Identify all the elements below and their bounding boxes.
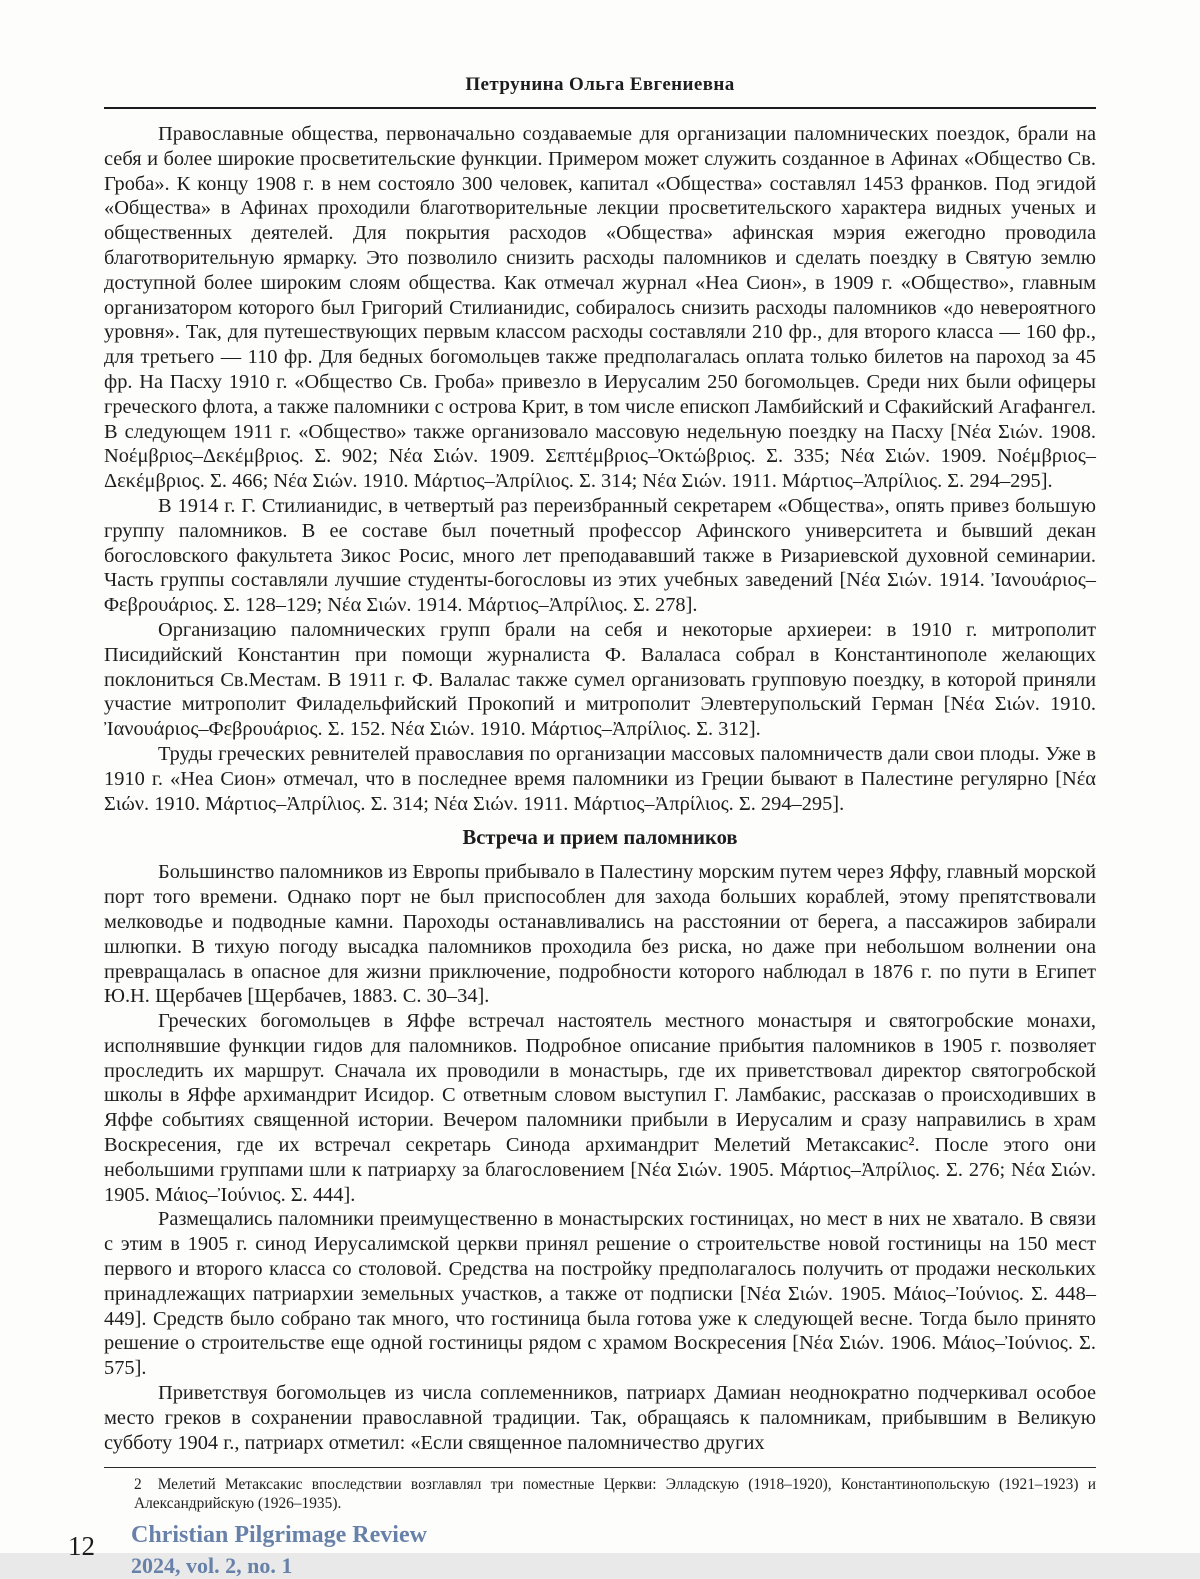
footnote-marker: 2 [134,1476,142,1494]
page-header [104,74,1096,109]
paragraph: Православные общества, первоначально создаваемые для организации паломнических поездок, брали на себя и более широкие просветительские функции. Примером может служить созданное в Афинах «Общество Св. Гроба». К концу 1908 г. в нем состояло 300 человек, капитал «Общества» составлял 1453 франков. Под эгидой «Общества» в Афинах проходили благотворительные лекции просветительского характера видных ученых и общественных деятелей. Для покрытия расходов «Общества» афинская мэрия ежегодно проводила благотворительную ярмарку. Это позволило снизить расходы паломников и сделать поездку в Святую землю доступной более широким слоям общества. Как отмечал журнал «Неа Сион», в 1909 г. «Общество», главным организатором которого был Григорий Стилианидис, собиралось снизить расходы паломников «до невероятного уровня». Так, для путешествующих первым классом расходы составляли 210 фр., для второго класса — 160 фр., для третьего — 110 фр. Для бедных богомольцев также предполагалась оплата только билетов на пароход за 45 фр. На Пасху 1910 г. «Общество Св. Гроба» привезло в Иерусалим 250 богомольцев. Среди них были офицеры греческого флота, а также паломники с острова Крит, в том числе епископ Ламбийский и Сфакийский Агафангел. В следующем 1911 г. «Общество» также организовало массовую недельную поездку на Пасху [Νέα Σιών. 1908. Νοέμβριος–Δεκέμβριος. Σ. 902; Νέα Σιών. 1909. Σεπτέμβριος–Ὀκτώβριος. Σ. 335; Νέα Σιών. 1909. Νοέμβριος–Δεκέμβριος. Σ. 466; Νέα Σιών. 1910. Μάρτιος–Ἀπρίλιος. Σ. 314; Νέα Σιών. 1911. Μάρτιος–Ἀπρίλιος. Σ. 294–295]. [104,123,1096,493]
article-body [104,122,1096,1455]
paragraph: Труды греческих ревнителей православия по организации массовых паломничеств дали свои плоды. Уже в 1910 г. «Неа Сион» отмечал, что в последнее время паломники из Греции бывают в Палестине регулярно [Νέα Σιών. 1910. Μάρτιος–Ἀπρίλιος. Σ. 314; Νέα Σιών. 1911. Μάρτιος–Ἀπρίλιος. Σ. 294–295]. [104,742,1096,815]
paragraph: Приветствуя богомольцев из числа соплеменников, патриарх Дамиан неоднократно подчеркивал особое место греков в сохранении православной традиции. Так, обращаясь к паломникам, прибывшим в Великую субботу 1904 г., патриарх отметил: «Если священное паломничество других [104,1382,1096,1454]
paragraph: Греческих богомольцев в Яффе встречал настоятель местного монастыря и святогробские монахи, исполнявшие функции гидов для паломников. Подробное описание прибытия паломников в 1905 г. позволяет проследить их маршрут. Сначала их проводили в монастырь, где их приветствовал директор святогробской школы в Яффе архимандрит Исидор. С ответным словом выступил Г. Ламбакис, рассказав о происходивших в Яффе событиях священной истории. Вечером паломники прибыли в Иерусалим и сразу направились в храм Воскресения, где их встречал секретарь Синода архимандрит Мелетий Метаксакис². После этого они небольшими группами шли к патриарху за благословением [Νέα Σιών. 1905. Μάρτιος–Ἀπρίλιος. Σ. 276; Νέα Σιών. 1905. Μάιος–Ἰούνιος. Σ. 444]. [104,1010,1096,1206]
section-heading: Встреча и прием паломников [462,827,738,850]
header-rule [104,107,1096,109]
paragraph: В 1914 г. Г. Стилианидис, в четвертый раз переизбранный секретарем «Общества», опять привез большую группу паломников. В ее составе был почетный профессор Афинского университета и бывший декан богословского факультета Зикос Росис, много лет преподававший также в Ризариевской духовной семинарии. Часть группы составляли лучшие студенты-богословы из этих учебных заведений [Νέα Σιών. 1914. Ἰανουάριος–Φεβρουάριος. Σ. 128–129; Νέα Σιών. 1914. Μάρτιος–Ἀπρίλιος. Σ. 278]. [104,494,1096,617]
footnote-text: Мелетий Метаксакис впоследствии возглавлял три поместные Церкви: Элладскую (1918–1920), Константинопольскую (1921–1923) и Александрийскую (1926–1935). [134,1476,1096,1513]
paragraph: Большинство паломников из Европы прибывало в Палестину морским путем через Яффу, главный морской порт того времени. Однако порт не был приспособлен для захода больших кораблей, этому препятствовали мелководье и подводные камни. Пароходы останавливались на расстоянии от берега, а пассажиров забирали шлюпки. В тихую погоду высадка паломников проходила без риска, но даже при небольшом волнении она превращалась в опасное для жизни приключение, подробности которого наблюдал в 1876 г. по пути в Египет Ю.Н. Щербачев [Щербачев, 1883. С. 30–34]. [104,861,1096,1008]
running-head-author: Петрунина Ольга Евгениевна [465,74,735,95]
page-number: 12 [68,1531,95,1562]
footnote [134,1475,1096,1513]
journal-title: Christian Pilgrimage Review [131,1522,427,1549]
page-footer [68,1521,1096,1579]
footnote-separator [104,1467,1096,1468]
journal-issue: 2024, vol. 2, no. 1 [131,1553,293,1579]
paragraph: Размещались паломники преимущественно в монастырских гостиницах, но мест в них не хватало. В связи с этим в 1905 г. синод Иерусалимской церкви принял решение о строительстве новой гостиницы на 150 мест первого и второго класса со столовой. Средства на постройку предполагалось получить от продажи нескольких принадлежащих патриархии земельных участков, а также от подписки [Νέα Σιών. 1905. Μάιος–Ἰούνιος. Σ. 448–449]. Средств было собрано так много, что гостиница была готова уже к следующей весне. Тогда было принято решение о строительстве еще одной гостиницы рядом с храмом Воскресения [Νέα Σιών. 1906. Μάιος–Ἰούνιος. Σ. 575]. [104,1208,1096,1380]
paragraph: Организацию паломнических групп брали на себя и некоторые архиереи: в 1910 г. митрополит Писидийский Константин при помощи журналиста Ф. Валаласа собрал в Константинополе желающих поклониться Св.Местам. В 1911 г. Ф. Валалас также сумел организовать групповую поездку, в которой приняли участие митрополит Филадельфийский Прокопий и митрополит Элевтерупольский Герман [Νέα Σιών. 1910. Ἰανουάριος–Φεβρουάριος. Σ. 152. Νέα Σιών. 1910. Μάρτιος–Ἀπρίλιος. Σ. 312]. [104,618,1096,741]
journal-block [131,1521,427,1579]
